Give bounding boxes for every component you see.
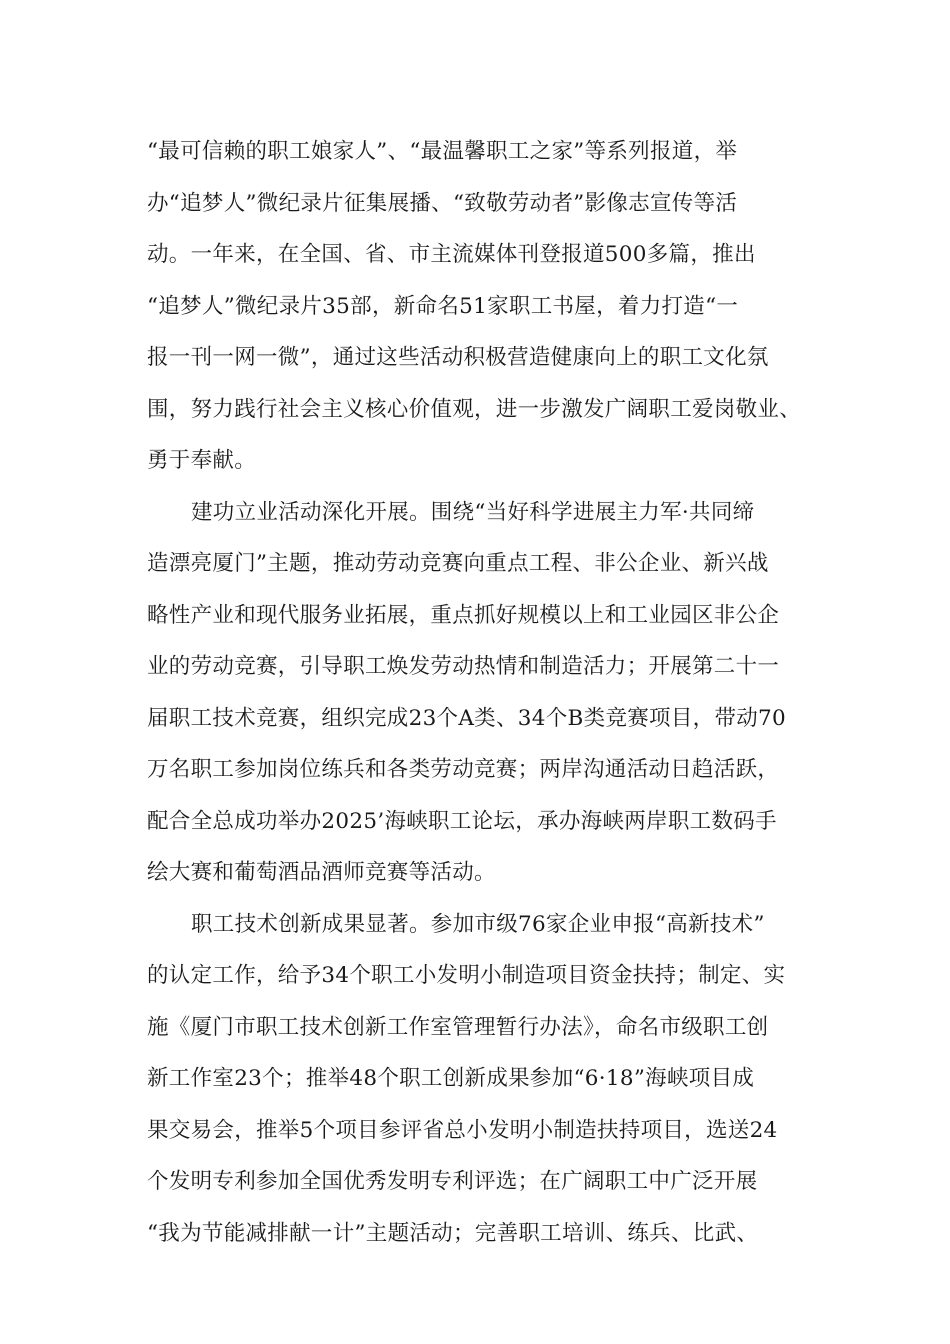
text-line: 果交易会，推举5个项目参评省总小发明小制造扶持项目，选送24: [147, 1117, 778, 1143]
text-line: 围，努力践行社会主义核心价值观，进一步激发广阔职工爱岗敬业、: [147, 396, 802, 422]
text-line: 配合全总成功举办2025’海峡职工论坛，承办海峡两岸职工数码手: [147, 808, 777, 834]
text-line: 建功立业活动深化开展。围绕“当好科学进展主力军·共同缔: [191, 499, 755, 525]
text-line: 业的劳动竞赛，引导职工焕发劳动热情和制造活力；开展第二十一: [147, 654, 780, 679]
text-line: 个发明专利参加全国优秀发明专利评选；在广阔职工中广泛开展: [147, 1169, 758, 1194]
text-line: 动。一年来，在全国、省、市主流媒体刊登报道500多篇，推出: [147, 242, 756, 267]
text-line: 职工技术创新成果显著。参加市级76家企业申报“高新技术”: [191, 911, 765, 937]
text-line: 绘大赛和葡萄酒品酒师竞赛等活动。: [147, 860, 496, 885]
paragraph-1: [147, 126, 807, 487]
text-line: “追梦人”微纪录片35部，新命名51家职工书屋，着力打造“一: [147, 293, 739, 319]
text-line: 略性产业和现代服务业拓展，重点抓好规模以上和工业园区非公企: [147, 602, 780, 628]
text-line: 届职工技术竞赛，组织完成23个A类、34个B类竞赛项目，带动70: [147, 705, 787, 731]
text-line: “我为节能减排献一计”主题活动；完善职工培训、练兵、比武、: [147, 1220, 759, 1246]
paragraph-3: [147, 899, 807, 1260]
text-line: 新工作室23个；推举48个职工创新成果参加“6·18”海峡项目成: [147, 1066, 755, 1091]
text-line: 造漂亮厦门”主题，推动劳动竞赛向重点工程、非公企业、新兴战: [147, 551, 769, 576]
paragraph-2: [147, 487, 807, 899]
text-line: 报一刊一网一微”，通过这些活动积极营造健康向上的职工文化氛: [147, 345, 769, 370]
text-line: 的认定工作，给予34个职工小发明小制造项目资金扶持；制定、实: [147, 963, 786, 988]
text-line: 勇于奉献。: [147, 448, 257, 473]
text-line: 施《厦门市职工技术创新工作室管理暂行办法》，命名市级职工创: [147, 1014, 769, 1040]
text-line: “最可信赖的职工娘家人”、“最温馨职工之家”等系列报道，举: [147, 139, 738, 164]
text-line: 办“追梦人”微纪录片征集展播、“致敬劳动者”影像志宣传等活: [147, 190, 738, 216]
text-line: 万名职工参加岗位练兵和各类劳动竞赛；两岸沟通活动日趋活跃，: [147, 757, 780, 782]
document-body: [147, 126, 807, 1259]
